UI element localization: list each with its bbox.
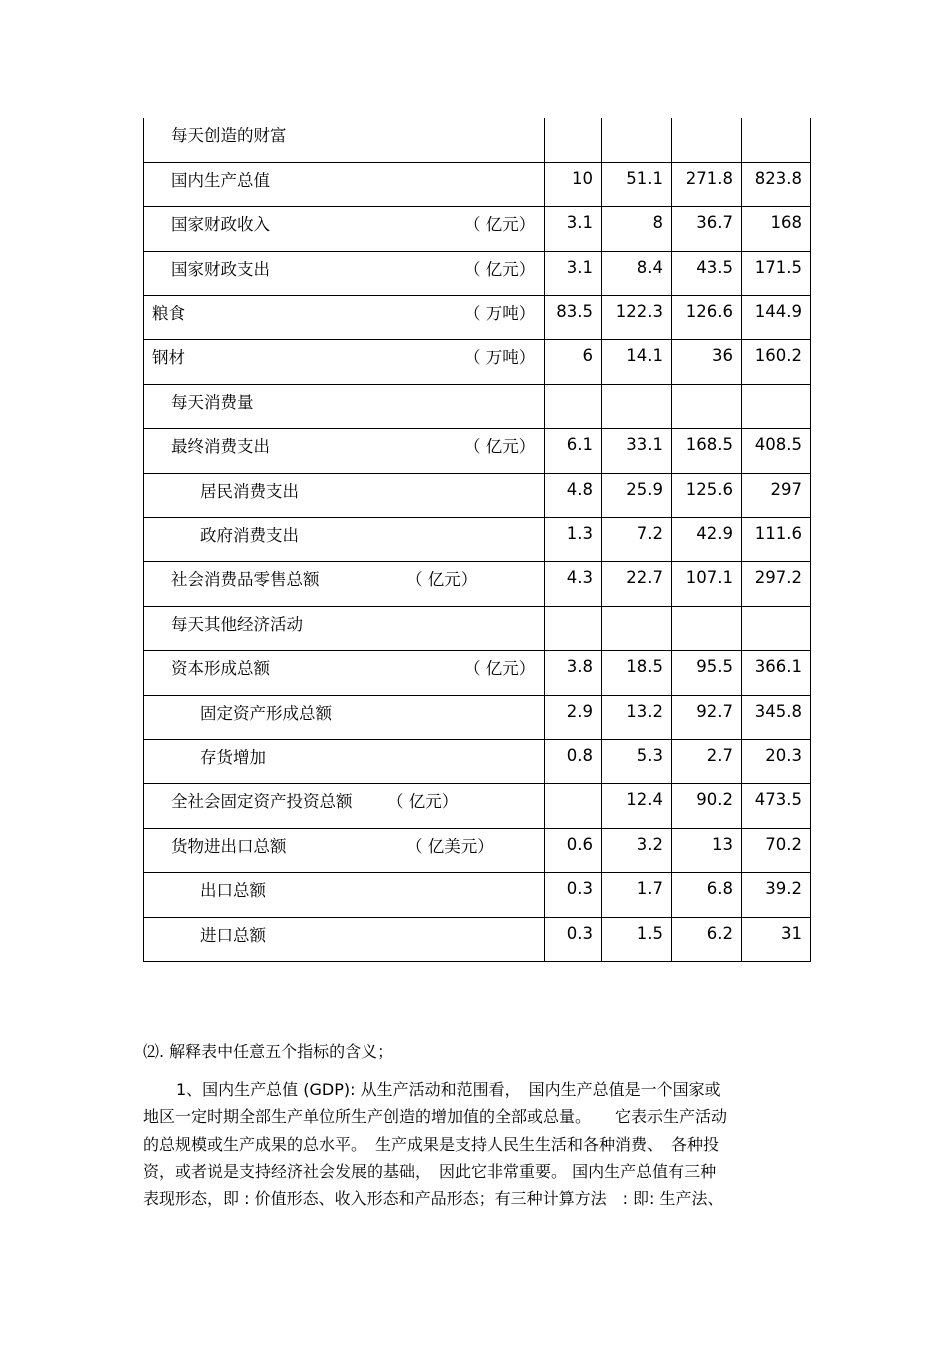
table-row xyxy=(144,118,811,162)
row-label: 资本形成总额 xyxy=(171,659,270,679)
value-cell xyxy=(672,118,742,162)
table-row xyxy=(144,651,811,695)
table-row xyxy=(144,562,811,606)
row-label: 每天其他经济活动 xyxy=(171,614,303,634)
value-cell: 1.7 xyxy=(602,873,672,917)
value-cell xyxy=(545,606,602,650)
answer-line: 的总规模或生产成果的总水平。 生产成果是支持人民生生活和各种消费、 各种投 xyxy=(143,1134,720,1154)
table-row xyxy=(144,384,811,428)
table-row xyxy=(144,518,811,562)
row-label-cell xyxy=(144,518,545,562)
value-cell: 1.3 xyxy=(545,518,602,562)
value-cell: 33.1 xyxy=(602,429,672,473)
row-label: 国内生产总值 xyxy=(171,170,270,190)
value-cell: 25.9 xyxy=(602,473,672,517)
value-cell: 18.5 xyxy=(602,651,672,695)
value-cell: 42.9 xyxy=(672,518,742,562)
value-cell: 473.5 xyxy=(742,784,811,828)
row-label-cell xyxy=(144,784,545,828)
value-cell: 8.4 xyxy=(602,251,672,295)
value-cell xyxy=(742,606,811,650)
value-cell: 168 xyxy=(742,207,811,251)
answer-line: 资，或者说是支持经济社会发展的基础， 因此它非常重要。 国内生产总值有三种 xyxy=(143,1161,717,1181)
value-cell: 366.1 xyxy=(742,651,811,695)
value-cell: 51.1 xyxy=(602,162,672,206)
answer-line: 地区一定时期全部生产单位所生产创造的增加值的全部或总量。 它表示生产活动 xyxy=(143,1107,728,1127)
table-row xyxy=(144,917,811,961)
row-unit: （ 亿美元） xyxy=(406,836,494,856)
table-row xyxy=(144,784,811,828)
row-label: 每天消费量 xyxy=(171,392,254,412)
table-row xyxy=(144,251,811,295)
row-label: 固定资产形成总额 xyxy=(200,703,332,723)
row-label: 出口总额 xyxy=(200,881,266,901)
table-row xyxy=(144,162,811,206)
value-cell: 5.3 xyxy=(602,739,672,783)
row-label-cell xyxy=(144,606,545,650)
value-cell: 20.3 xyxy=(742,739,811,783)
row-label-cell xyxy=(144,873,545,917)
value-cell xyxy=(742,384,811,428)
value-cell xyxy=(602,118,672,162)
row-label-cell xyxy=(144,562,545,606)
value-cell: 13 xyxy=(672,828,742,872)
row-label-cell xyxy=(144,251,545,295)
answer-line: 1、国内生产总值 (GDP): 从生产活动和范围看， 国内生产总值是一个国家或 xyxy=(176,1080,721,1099)
value-cell: 3.2 xyxy=(602,828,672,872)
value-cell: 297 xyxy=(742,473,811,517)
table-body xyxy=(144,118,811,961)
answer-paragraph xyxy=(143,1076,810,1212)
table-row xyxy=(144,695,811,739)
row-unit: （ 亿元） xyxy=(464,659,536,679)
value-cell: 8 xyxy=(602,207,672,251)
value-cell: 36 xyxy=(672,340,742,384)
answer-line: 表现形态，即 : 价值形态、收入形态和产品形态；有三种计算方法 : 即: 生产法、 xyxy=(143,1189,724,1209)
value-cell: 10 xyxy=(545,162,602,206)
row-label: 全社会固定资产投资总额 xyxy=(171,792,353,812)
value-cell: 3.1 xyxy=(545,207,602,251)
table-row xyxy=(144,606,811,650)
value-cell: 823.8 xyxy=(742,162,811,206)
value-cell: 3.8 xyxy=(545,651,602,695)
value-cell: 92.7 xyxy=(672,695,742,739)
value-cell: 160.2 xyxy=(742,340,811,384)
row-unit: （ 亿元） xyxy=(464,259,536,279)
row-label: 社会消费品零售总额 xyxy=(171,570,320,590)
row-label: 最终消费支出 xyxy=(171,437,270,457)
row-label: 居民消费支出 xyxy=(200,481,299,501)
table-row xyxy=(144,429,811,473)
row-label-cell xyxy=(144,296,545,340)
row-label: 钢材 xyxy=(152,348,185,368)
value-cell: 43.5 xyxy=(672,251,742,295)
value-cell: 6.8 xyxy=(672,873,742,917)
table-row xyxy=(144,207,811,251)
value-cell: 39.2 xyxy=(742,873,811,917)
row-label-cell xyxy=(144,917,545,961)
value-cell: 111.6 xyxy=(742,518,811,562)
row-unit: （ 亿元） xyxy=(406,570,478,590)
row-label: 粮食 xyxy=(152,304,185,324)
row-label-cell xyxy=(144,429,545,473)
row-label-cell xyxy=(144,118,545,162)
table-row xyxy=(144,873,811,917)
row-label: 政府消费支出 xyxy=(200,526,299,546)
row-unit: （ 万吨） xyxy=(464,304,536,324)
value-cell: 1.5 xyxy=(602,917,672,961)
value-cell xyxy=(672,606,742,650)
value-cell xyxy=(545,784,602,828)
value-cell: 271.8 xyxy=(672,162,742,206)
table-row xyxy=(144,473,811,517)
row-label-cell xyxy=(144,828,545,872)
table-row xyxy=(144,340,811,384)
value-cell: 2.7 xyxy=(672,739,742,783)
value-cell: 95.5 xyxy=(672,651,742,695)
value-cell xyxy=(742,118,811,162)
value-cell: 171.5 xyxy=(742,251,811,295)
value-cell: 126.6 xyxy=(672,296,742,340)
value-cell: 0.3 xyxy=(545,917,602,961)
value-cell: 22.7 xyxy=(602,562,672,606)
table-row xyxy=(144,296,811,340)
value-cell: 6 xyxy=(545,340,602,384)
row-unit: （ 亿元） xyxy=(464,437,536,457)
value-cell: 90.2 xyxy=(672,784,742,828)
value-cell: 12.4 xyxy=(602,784,672,828)
table-row xyxy=(144,739,811,783)
value-cell: 31 xyxy=(742,917,811,961)
value-cell: 2.9 xyxy=(545,695,602,739)
value-cell: 0.6 xyxy=(545,828,602,872)
value-cell: 7.2 xyxy=(602,518,672,562)
data-table xyxy=(143,118,811,962)
value-cell: 13.2 xyxy=(602,695,672,739)
value-cell: 144.9 xyxy=(742,296,811,340)
value-cell: 83.5 xyxy=(545,296,602,340)
value-cell xyxy=(602,384,672,428)
value-cell: 4.3 xyxy=(545,562,602,606)
value-cell: 345.8 xyxy=(742,695,811,739)
value-cell: 122.3 xyxy=(602,296,672,340)
row-unit: （ 亿元） xyxy=(387,792,459,812)
row-label: 国家财政收入 xyxy=(171,215,270,235)
row-label: 货物进出口总额 xyxy=(171,836,287,856)
value-cell: 4.8 xyxy=(545,473,602,517)
value-cell: 0.8 xyxy=(545,739,602,783)
row-label: 存货增加 xyxy=(200,747,266,767)
row-label-cell xyxy=(144,651,545,695)
row-label-cell xyxy=(144,340,545,384)
value-cell: 70.2 xyxy=(742,828,811,872)
value-cell xyxy=(602,606,672,650)
row-label: 进口总额 xyxy=(200,925,266,945)
row-label-cell xyxy=(144,384,545,428)
value-cell: 36.7 xyxy=(672,207,742,251)
row-label-cell xyxy=(144,695,545,739)
value-cell: 6.2 xyxy=(672,917,742,961)
value-cell: 0.3 xyxy=(545,873,602,917)
value-cell xyxy=(672,384,742,428)
row-unit: （ 亿元） xyxy=(464,215,536,235)
value-cell: 3.1 xyxy=(545,251,602,295)
question-text: ⑵. 解释表中任意五个指标的含义； xyxy=(143,1042,394,1061)
value-cell: 297.2 xyxy=(742,562,811,606)
row-label-cell xyxy=(144,162,545,206)
table-row xyxy=(144,828,811,872)
value-cell: 168.5 xyxy=(672,429,742,473)
row-label-cell xyxy=(144,207,545,251)
row-label-cell xyxy=(144,739,545,783)
value-cell: 408.5 xyxy=(742,429,811,473)
value-cell: 125.6 xyxy=(672,473,742,517)
value-cell: 107.1 xyxy=(672,562,742,606)
row-unit: （ 万吨） xyxy=(464,348,536,368)
row-label-cell xyxy=(144,473,545,517)
row-label: 每天创造的财富 xyxy=(171,126,287,145)
value-cell: 6.1 xyxy=(545,429,602,473)
value-cell xyxy=(545,384,602,428)
value-cell: 14.1 xyxy=(602,340,672,384)
row-label: 国家财政支出 xyxy=(171,259,270,279)
value-cell xyxy=(545,118,602,162)
